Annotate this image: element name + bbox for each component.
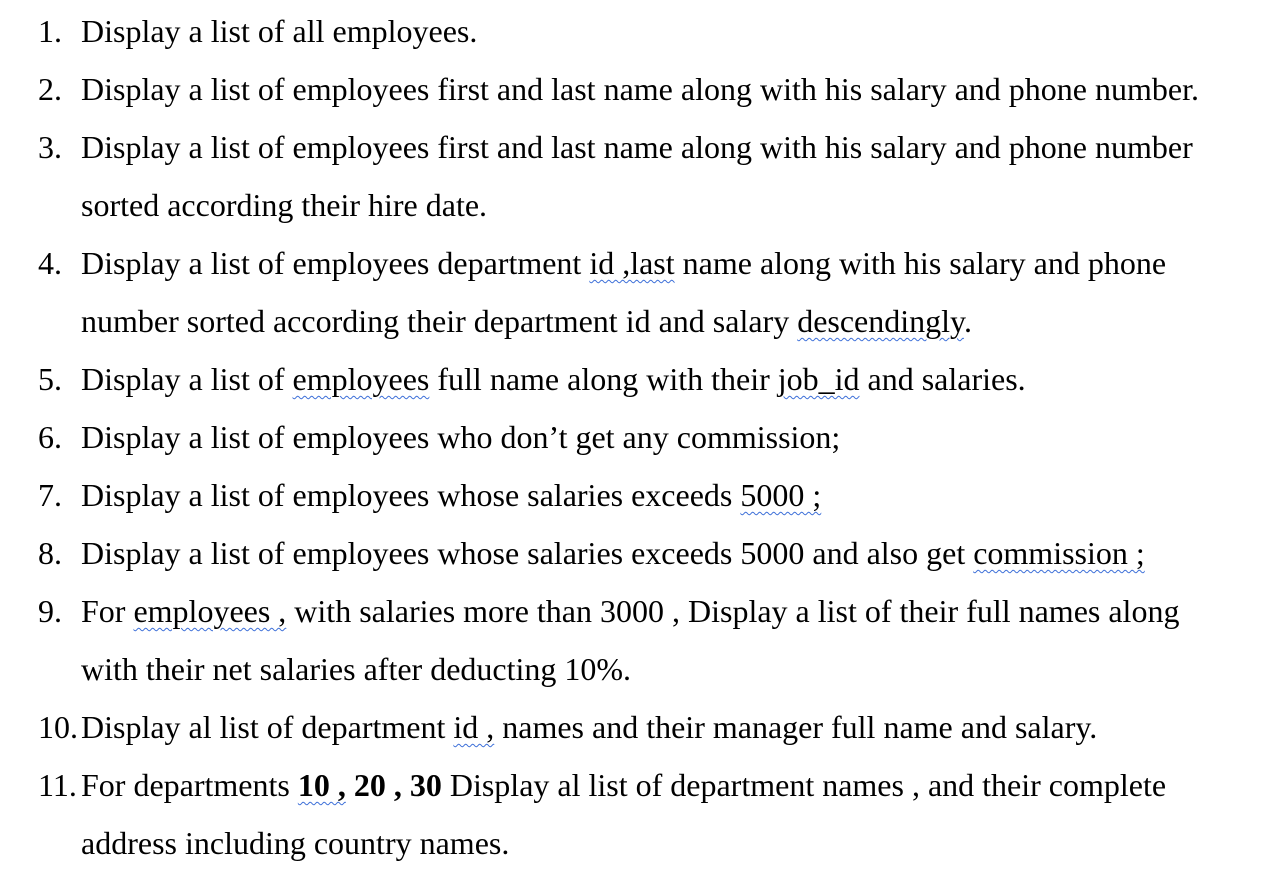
text-run: with salaries more than 3000 , Display a list of their full names along: [286, 593, 1180, 629]
list-item-text: [81, 756, 1166, 814]
text-run: full name along with their: [429, 361, 778, 397]
text-run: Display a list of all employees.: [81, 13, 478, 49]
spellcheck-flagged-text: commission ;: [973, 535, 1145, 571]
text-run: Display a list of employees whose salaries exceeds: [81, 477, 741, 513]
list-item-number: 10.: [38, 709, 78, 745]
list-item-text: [81, 60, 1199, 118]
spellcheck-flagged-text: id ,last: [589, 245, 675, 281]
list-item-text: [81, 118, 1193, 176]
text-run: and salaries.: [859, 361, 1026, 397]
list-item-number: 1.: [38, 13, 62, 49]
list-item-number: 11.: [38, 767, 77, 803]
list-item: [0, 756, 1267, 872]
text-run: Display a list of employees who don’t get any commission;: [81, 419, 841, 455]
list-item: [0, 466, 1267, 524]
text-run: Display a list of employees first and last name along with his salary and phone number: [81, 129, 1193, 165]
list-item-number: 2.: [38, 71, 62, 107]
text-run: For departments: [81, 767, 298, 803]
text-run: number sorted according their department id and salary: [81, 303, 798, 339]
list-item-text: [81, 640, 631, 698]
list-item-text: [81, 582, 1179, 640]
list-item-number: 5.: [38, 361, 62, 397]
list-item: [0, 2, 1267, 60]
list-item: [0, 698, 1267, 756]
text-run: Display a list of employees department: [81, 245, 590, 281]
list-item: [0, 408, 1267, 466]
text-run: Display al list of department: [81, 709, 454, 745]
text-run: Display a list of employees whose salaries exceeds 5000 and also get: [81, 535, 974, 571]
text-run: sorted according their hire date.: [81, 187, 488, 223]
list-item-number: 7.: [38, 477, 62, 513]
list-item: [0, 60, 1267, 118]
text-run: name along with his salary and phone: [674, 245, 1167, 281]
list-item: [0, 524, 1267, 582]
spellcheck-flagged-text: id ,: [453, 709, 495, 745]
list-item-text: [81, 466, 821, 524]
list-item-text: [81, 2, 477, 60]
list-item-number: 8.: [38, 535, 62, 571]
text-run: names and their manager full name and salary.: [494, 709, 1098, 745]
list-item-text: [81, 292, 972, 350]
spellcheck-flagged-text: job_id: [777, 361, 860, 397]
list-item: [0, 350, 1267, 408]
list-item-text: [81, 698, 1097, 756]
text-run: Display a list of: [81, 361, 293, 397]
text-run: For: [81, 593, 134, 629]
list-item-number: 4.: [38, 245, 62, 281]
list-item: [0, 234, 1267, 350]
list-item-number: 3.: [38, 129, 62, 165]
spellcheck-flagged-text: 10 ,: [297, 767, 346, 803]
list-item-number: 6.: [38, 419, 62, 455]
text-run: Display a list of employees first and last name along with his salary and phone number.: [81, 71, 1199, 107]
list-item: [0, 118, 1267, 234]
list-item-text: [81, 234, 1166, 292]
text-run: 20 , 30: [345, 767, 442, 803]
list-item: [0, 582, 1267, 698]
spellcheck-flagged-text: employees: [292, 361, 430, 397]
list-item-text: [81, 350, 1026, 408]
spellcheck-flagged-text: 5000 ;: [740, 477, 822, 513]
text-run: .: [963, 303, 972, 339]
list-item-text: [81, 814, 509, 872]
text-run: with their net salaries after deducting 10%.: [81, 651, 632, 687]
text-run: Display al list of department names , and their complete: [441, 767, 1167, 803]
text-run: address including country names.: [81, 825, 510, 861]
spellcheck-flagged-text: descendingly: [797, 303, 964, 339]
list-item-text: [81, 408, 840, 466]
list-item-text: [81, 524, 1145, 582]
spellcheck-flagged-text: employees ,: [133, 593, 287, 629]
list-item-text: [81, 176, 487, 234]
list-item-number: 9.: [38, 593, 62, 629]
